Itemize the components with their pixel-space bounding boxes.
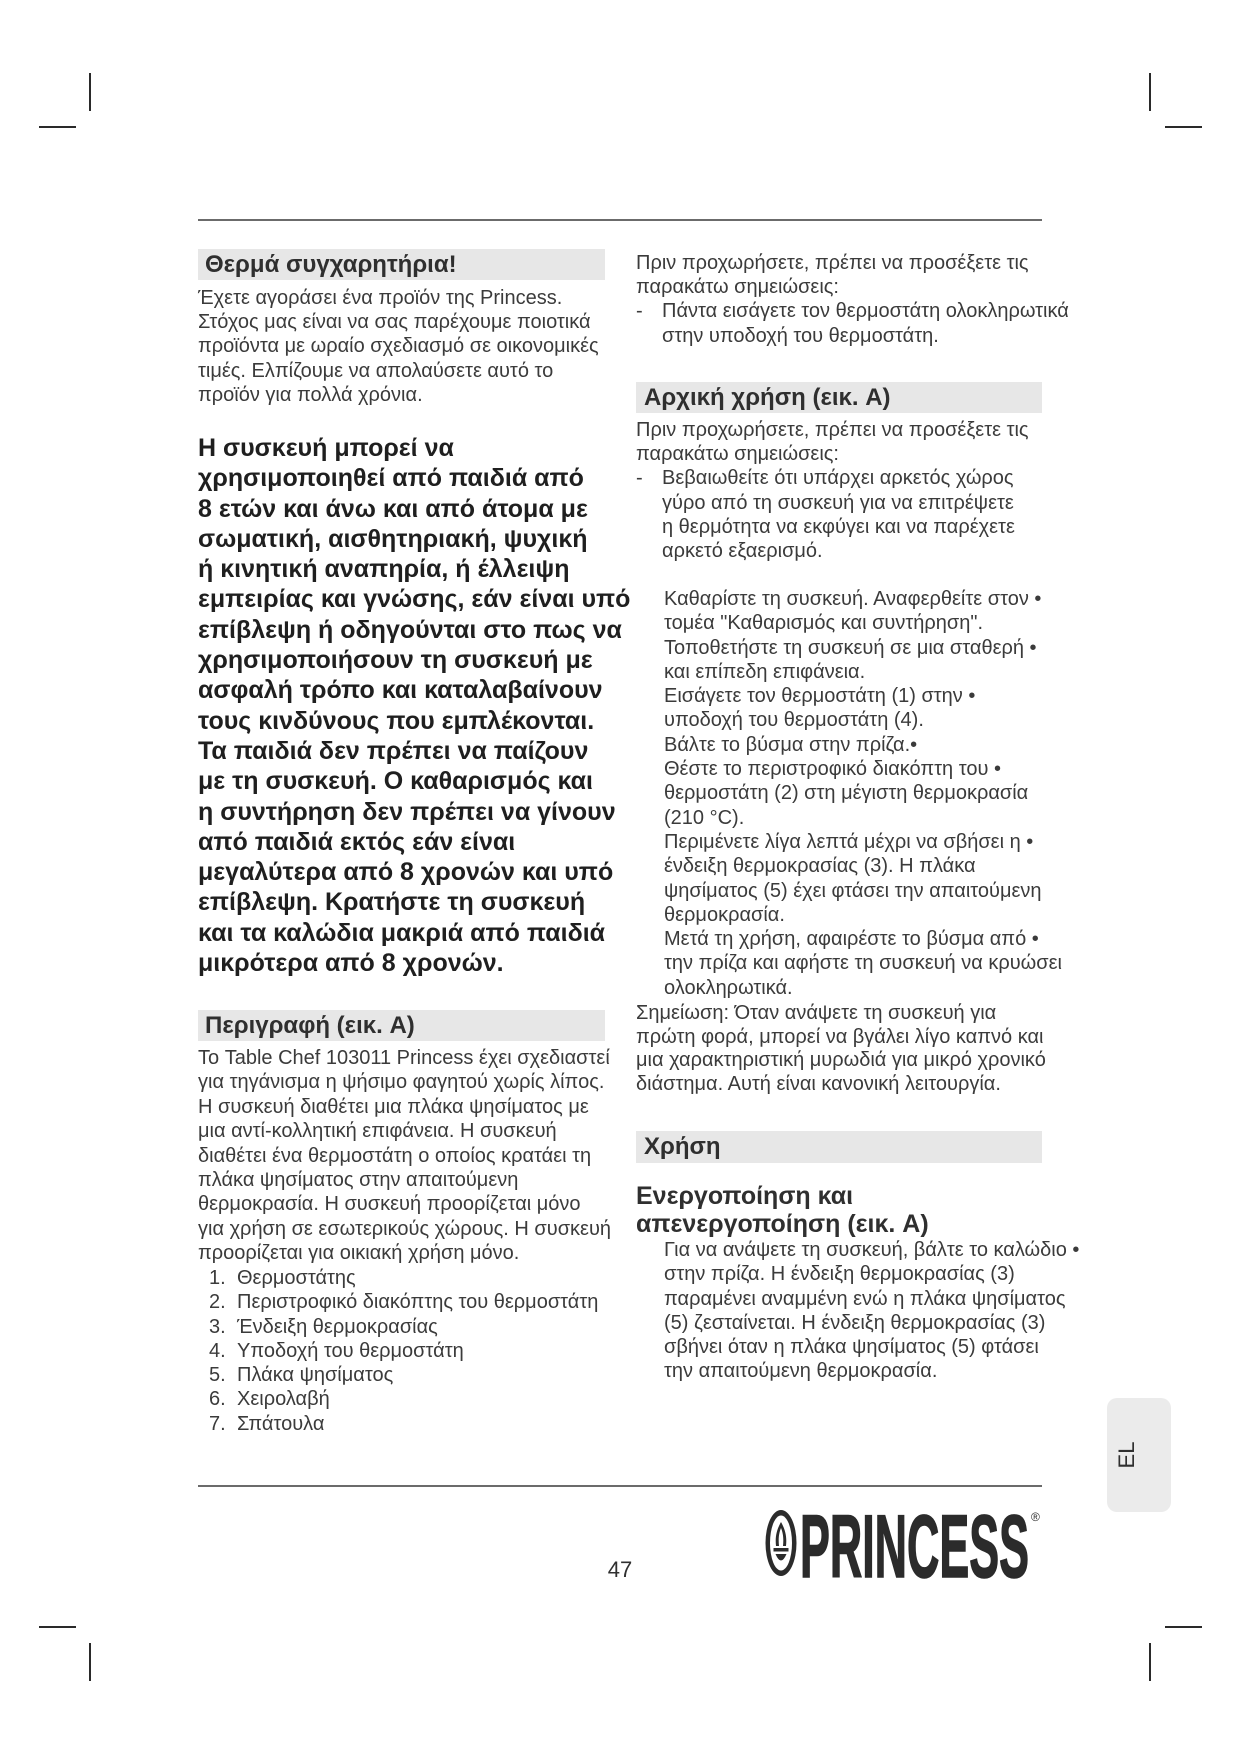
bullet-dash: - <box>636 467 643 490</box>
parts-list-number: 4. <box>209 1339 226 1362</box>
description-line: θερμοκρασία. Η συσκευή προορίζεται μόνο <box>198 1193 581 1216</box>
parts-list-item <box>209 1412 598 1436</box>
crop-mark-bottom-left-vertical <box>89 1643 91 1681</box>
parts-list-number: 6. <box>209 1388 226 1411</box>
precautions-bullet-line: στην υποδοχή του θερμοστάτη. <box>662 324 939 347</box>
parts-list-item <box>209 1266 598 1290</box>
first-use-bullet-line: αρκετό εξαερισμό. <box>662 539 823 562</box>
first-use-step-line: Τοποθετήστε τη συσκευή σε μια σταθερή • <box>664 636 1037 659</box>
first-use-bullet-line: γύρο από τη συσκευή για να επιτρέψετε <box>662 491 1014 514</box>
parts-list-number: 3. <box>209 1315 226 1338</box>
first-use-step-line: τομέα "Καθαρισμός και συντήρηση". <box>664 612 983 635</box>
description-paragraph <box>198 1046 611 1266</box>
congratulations-line: Έχετε αγοράσει ένα προϊόν της Princess. <box>198 287 563 309</box>
first-use-step-line: Μετά τη χρήση, αφαιρέστε το βύσμα από • <box>664 928 1039 951</box>
parts-list-item <box>209 1387 598 1411</box>
parts-list-number: 1. <box>209 1267 226 1289</box>
parts-list-label: Υποδοχή του θερμοστάτη <box>237 1339 464 1362</box>
parts-list-label: Περιστροφικό διακόπτης του θερμοστάτη <box>237 1291 599 1314</box>
description-line: Η συσκευή διαθέτει μια πλάκα ψησίματος με <box>198 1095 589 1118</box>
on-off-paragraph <box>664 1238 1079 1384</box>
on-off-line: παραμένει αναμμένη ενώ η πλάκα ψησίματος <box>664 1287 1066 1310</box>
precautions-bullet-line: Πάντα εισάγετε τον θερμοστάτη ολοκληρωτικά <box>662 300 1069 323</box>
note-line: διάστημα. Αυτή είναι κανονική λειτουργία. <box>636 1072 1001 1095</box>
precautions-bullet <box>636 299 1069 347</box>
first-use-step-line: ψησίματος (5) έχει φτάσει την απαιτούμενη <box>664 879 1042 902</box>
on-off-subheading <box>636 1182 929 1238</box>
parts-list-number: 7. <box>209 1412 226 1435</box>
description-heading: Περιγραφή (εικ. A) <box>198 1010 605 1041</box>
congratulations-line: Στόχος μας είναι να σας παρέχουμε ποιοτικά <box>198 311 591 334</box>
congratulations-heading: Θερμά συγχαρητήρια! <box>198 249 605 280</box>
parts-list-label: Ένδειξη θερμοκρασίας <box>237 1315 438 1338</box>
first-use-step-line: την πρίζα και αφήστε τη συσκευή να κρυώσει <box>664 952 1062 975</box>
first-use-step-line: ένδειξη θερμοκρασίας (3). Η πλάκα <box>664 855 976 878</box>
first-use-line: παρακάτω σημειώσεις: <box>636 443 839 466</box>
first-use-steps <box>664 587 1062 1000</box>
safety-warning-line: μεγαλύτερα από 8 χρονών και υπό <box>198 858 614 887</box>
first-use-step-line: ολοκληρωτικά. <box>664 976 793 999</box>
first-use-step-line: Θέστε το περιστροφικό διακόπτη του • <box>664 758 1001 781</box>
first-use-bullet-line: Βεβαιωθείτε ότι υπάρχει αρκετός χώρος <box>662 467 1014 490</box>
description-line: Το Table Chef 103011 Princess έχει σχεδιαστεί <box>198 1047 610 1069</box>
congratulations-line: προϊόν για πολλά χρόνια. <box>198 383 423 406</box>
safety-warning-line: μικρότερα από 8 χρονών. <box>198 949 504 978</box>
language-tab-label: EL <box>1114 1441 1139 1469</box>
safety-warning-line: ή κινητική αναπηρία, ή έλλειψη <box>198 555 570 584</box>
on-off-line: την απαιτούμενη θερμοκρασία. <box>664 1360 938 1383</box>
on-off-line: (5) ζεσταίνεται. Η ένδειξη θερμοκρασίας (3) <box>664 1311 1046 1334</box>
first-use-step-line: (210 °C). <box>664 806 745 829</box>
parts-list-label: Σπάτουλα <box>237 1412 325 1435</box>
first-use-bullet <box>636 466 1029 563</box>
bottom-rule <box>198 1485 1042 1487</box>
on-off-line: στην πρίζα. Η ένδειξη θερμοκρασίας (3) <box>664 1263 1015 1286</box>
use-heading: Χρήση <box>636 1131 1042 1163</box>
princess-crest-icon <box>764 1507 798 1579</box>
safety-warning-line: από παιδιά εκτός εάν είναι <box>198 827 516 856</box>
crop-mark-top-right-vertical <box>1149 73 1151 111</box>
parts-list-item <box>209 1363 598 1387</box>
first-use-step-line: Καθαρίστε τη συσκευή. Αναφερθείτε στον • <box>664 588 1042 610</box>
first-use-step-line: θερμοστάτη (2) στη μέγιστη θερμοκρασία <box>664 782 1029 805</box>
safety-warning-line: χρησιμοποιηθεί από παιδιά από <box>198 464 584 493</box>
safety-warning-line: επίβλεψη. Κρατήστε τη συσκευή <box>198 888 586 917</box>
first-use-step-line: θερμοκρασία. <box>664 903 785 926</box>
safety-warning-line: χρησιμοποιήσουν τη συσκευή με <box>198 646 593 675</box>
crop-mark-top-left-horizontal <box>39 126 76 128</box>
description-line: για τηγάνισμα η ψήσιμο φαγητού χωρίς λίπος. <box>198 1071 605 1094</box>
first-use-line: Πριν προχωρήσετε, πρέπει να προσέξετε τις <box>636 419 1029 441</box>
safety-warning-line: Η συσκευή μπορεί να <box>198 434 454 462</box>
safety-warning-line: εμπειρίας και γνώσης, εάν είναι υπό <box>198 585 631 614</box>
safety-warning-line: η συντήρηση δεν πρέπει να γίνουν <box>198 797 616 826</box>
crop-mark-bottom-right-vertical <box>1149 1643 1151 1681</box>
first-use-step-line: και επίπεδη επιφάνεια. <box>664 660 866 683</box>
on-off-line: Για να ανάψετε τη συσκευή, βάλτε το καλώδιο • <box>664 1239 1080 1261</box>
first-use-bullet-text <box>636 466 1029 563</box>
first-use-precautions <box>636 418 1029 563</box>
subheading-line: απενεργοποίηση (εικ. A) <box>636 1210 929 1238</box>
safety-warning-line: Τα παιδιά δεν πρέπει να παίζουν <box>198 736 589 765</box>
congratulations-line: προϊόντα με ωραίο σχεδιασμό σε οικονομικές <box>198 335 599 358</box>
registered-mark: ® <box>1031 1510 1040 1524</box>
crop-mark-top-right-horizontal <box>1165 126 1202 128</box>
note-line: μια χαρακτηριστική μυρωδιά για μικρό χρονικό <box>636 1049 1046 1071</box>
safety-warning-line: τους κινδύνους που εμπλέκονται. <box>198 706 595 735</box>
parts-list-label: Χειρολαβή <box>237 1388 330 1411</box>
parts-list-item <box>209 1290 598 1314</box>
description-line: μια αντί-κολλητική επιφάνεια. Η συσκευή <box>198 1120 557 1143</box>
safety-warning-line: με τη συσκευή. Ο καθαρισμός και <box>198 767 593 796</box>
note-line: Σημείωση: Όταν ανάψετε τη συσκευή για <box>636 1002 997 1024</box>
crop-mark-bottom-right-horizontal <box>1165 1626 1202 1628</box>
parts-list-item <box>209 1339 598 1363</box>
congratulations-paragraph <box>198 286 599 407</box>
note-line: πρώτη φορά, μπορεί να βγάλει λίγο καπνό και <box>636 1025 1044 1048</box>
description-line: διαθέτει ένα θερμοστάτη ο οποίος κρατάει τη <box>198 1144 592 1167</box>
precautions-section <box>636 251 1069 348</box>
safety-warning-line: επίβλεψη ή οδηγούνται στο πως να <box>198 615 622 644</box>
precautions-line: παρακάτω σημειώσεις: <box>636 276 839 299</box>
parts-list-number: 2. <box>209 1291 226 1314</box>
bullet-dash: - <box>636 300 643 323</box>
page-number: 47 <box>607 1557 633 1582</box>
precautions-bullet-text <box>636 299 1069 347</box>
first-use-step-line: υποδοχή του θερμοστάτη (4). <box>664 709 924 732</box>
language-tab <box>1107 1398 1171 1512</box>
description-line: προορίζεται για οικιακή χρήση μόνο. <box>198 1242 520 1265</box>
first-use-heading: Αρχική χρήση (εικ. A) <box>636 382 1042 413</box>
first-use-intro <box>636 418 1029 466</box>
first-use-step-line: Περιμένετε λίγα λεπτά μέχρι να σβήσει η • <box>664 830 1034 853</box>
subheading-line: Ενεργοποίηση και <box>636 1182 854 1210</box>
congratulations-line: τιμές. Ελπίζουμε να απολαύσετε αυτό το <box>198 359 554 382</box>
precautions-line: Πριν προχωρήσετε, πρέπει να προσέξετε τις <box>636 252 1029 274</box>
first-use-step-line: Βάλτε το βύσμα στην πρίζα.• <box>664 733 918 756</box>
safety-warning-line: και τα καλώδια μακριά από παιδιά <box>198 918 606 947</box>
parts-list-label: Πλάκα ψησίματος <box>237 1364 394 1387</box>
safety-warning-line: σωματική, αισθητηριακή, ψυχική <box>198 524 588 553</box>
first-use-bullet-line: η θερμότητα να εκφύγει και να παρέχετε <box>662 515 1015 538</box>
parts-list-number: 5. <box>209 1364 226 1387</box>
precautions-intro <box>636 251 1069 299</box>
parts-list <box>209 1266 598 1436</box>
first-use-step-line: Εισάγετε τον θερμοστάτη (1) στην • <box>664 685 976 708</box>
parts-list-item <box>209 1315 598 1339</box>
on-off-line: σβήνει όταν η πλάκα ψησίματος (5) φτάσει <box>664 1336 1039 1359</box>
crop-mark-top-left-vertical <box>89 73 91 111</box>
first-use-note <box>636 1002 1046 1096</box>
princess-logo <box>800 1503 1042 1581</box>
description-line: πλάκα ψησίματος στην απαιτούμενη <box>198 1168 519 1191</box>
safety-warning-line: 8 ετών και άνω και από άτομα με <box>198 494 588 523</box>
top-rule <box>198 219 1042 221</box>
parts-list-label: Θερμοστάτης <box>237 1267 356 1289</box>
safety-warning-paragraph <box>198 433 630 978</box>
crop-mark-bottom-left-horizontal <box>39 1626 76 1628</box>
logo-wordmark: PRINCESS <box>800 1503 1029 1581</box>
description-line: για χρήση σε εσωτερικούς χώρους. Η συσκευή <box>198 1217 612 1240</box>
safety-warning-line: ασφαλή τρόπο και καταλαβαίνουν <box>198 676 603 705</box>
